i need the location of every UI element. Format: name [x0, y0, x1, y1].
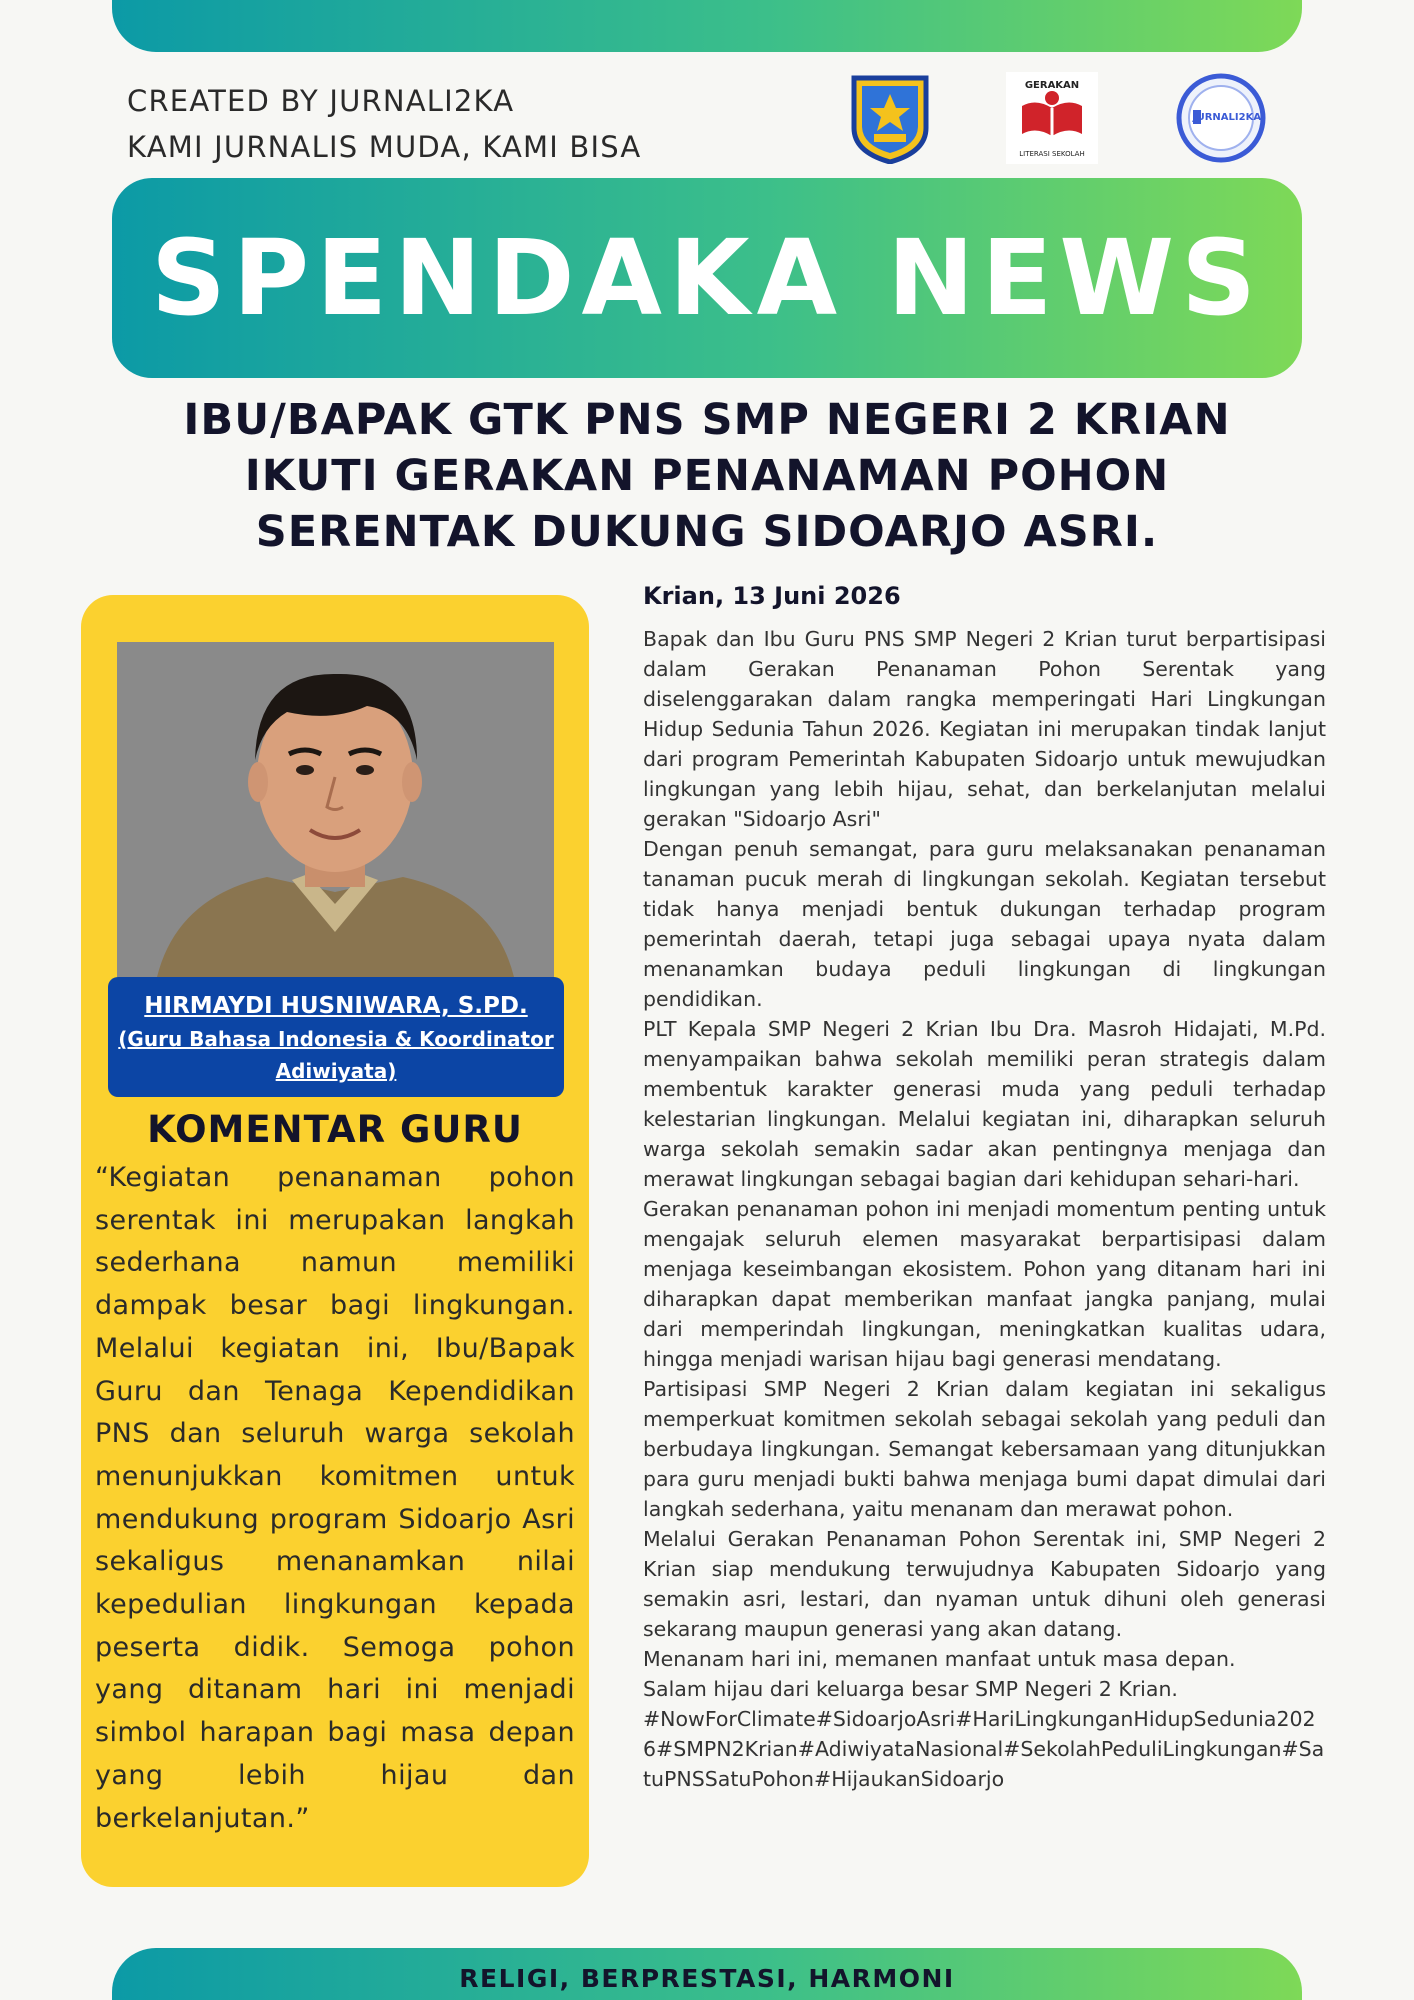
article-paragraph-4: Gerakan penanaman pohon ini menjadi momentum penting untuk mengajak seluruh elemen masyarakat berpartisipasi dalam menjaga keseimbangan ekosistem. Pohon yang ditanam hari ini diharapkan dapat memberikan manfaat jangka panjang, mulai dari memperindah lingkungan, meningkatkan kualitas udara, hingga menjadi warisan hijau bagi generasi mendatang. — [643, 1197, 1326, 1371]
article — [643, 582, 1326, 1794]
footer-motto: RELIGI, BERPRESTASI, HARMONI — [459, 1964, 955, 1993]
literasi-sekolah-logo — [1006, 72, 1098, 164]
teacher-photo — [117, 642, 554, 977]
top-decor-bar — [112, 0, 1302, 52]
article-body — [643, 624, 1326, 1794]
article-hashtags: #NowForClimate#SidoarjoAsri#HariLingkunganHidupSedunia2026#SMPN2Krian#AdiwiyataNasional#SekolahPeduliLingkungan#SatuPNSSatuPohon#HijaukanSidoarjo — [643, 1707, 1325, 1791]
svg-text:LITERASI SEKOLAH: LITERASI SEKOLAH — [1019, 150, 1085, 158]
teacher-name-box — [108, 977, 564, 1097]
teacher-quote: “Kegiatan penanaman pohon serentak ini merupakan langkah sederhana namun memiliki dampak besar bagi lingkungan. Melalui kegiatan ini, Ibu/Bapak Guru dan Tenaga Kependidikan PNS dan seluruh warga sekolah menunjukkan komitmen untuk mendukung program Sidoarjo Asri sekaligus menanamkan nilai kepedulian lingkungan kepada peserta didik. Semoga pohon yang ditanam hari ini menjadi simbol harapan bagi masa depan yang lebih hijau dan berkelanjutan.” — [95, 1162, 575, 1834]
credit-line-2: KAMI JURNALIS MUDA, KAMI BISA — [127, 130, 642, 164]
school-crest-logo — [848, 72, 932, 164]
article-paragraph-3: PLT Kepala SMP Negeri 2 Krian Ibu Dra. Masroh Hidajati, M.Pd. menyampaikan bahwa sekolah memiliki peran strategis dalam membentuk karakter generasi muda yang peduli terhadap kelestarian lingkungan. Melalui kegiatan ini, diharapkan seluruh warga sekolah semakin sadar akan pentingnya menjaga dan merawat lingkungan sebagai bagian dari kehidupan sehari-hari. — [643, 1017, 1326, 1191]
article-paragraph-5: Partisipasi SMP Negeri 2 Krian dalam kegiatan ini sekaligus memperkuat komitmen sekolah sebagai sekolah yang peduli dan berbudaya lingkungan. Semangat kebersamaan yang ditunjukkan para guru menjadi bukti bahwa menjaga bumi dapat dimulai dari langkah sederhana, yaitu menanam dan merawat pohon. — [643, 1377, 1326, 1521]
article-dateline: Krian, 13 Juni 2026 — [643, 582, 901, 610]
headline-line-2: IKUTI GERAKAN PENANAMAN POHON — [244, 451, 1170, 501]
comment-title: KOMENTAR GURU — [147, 1108, 523, 1151]
teacher-role: (Guru Bahasa Indonesia & Koordinator Adiwiyata) — [118, 1027, 554, 1083]
article-paragraph-2: Dengan penuh semangat, para guru melaksanakan penanaman tanaman pucuk merah di lingkungan sekolah. Kegiatan tersebut tidak hanya menjadi bentuk dukungan terhadap program pemerintah daerah, tetapi juga sebagai upaya nyata dalam menanamkan budaya peduli lingkungan di lingkungan pendidikan. — [643, 837, 1326, 1011]
footer-bar — [112, 1948, 1302, 2000]
headline-line-1: IBU/BAPAK GTK PNS SMP NEGERI 2 KRIAN — [183, 395, 1231, 445]
credits — [127, 78, 641, 170]
article-paragraph-6: Melalui Gerakan Penanaman Pohon Serentak ini, SMP Negeri 2 Krian siap mendukung terwujudnya Kabupaten Sidoarjo yang semakin asri, lestari, dan nyaman untuk dihuni oleh generasi sekarang maupun generasi yang akan datang. — [643, 1527, 1326, 1641]
masthead-title: SPENDAKA NEWS — [150, 217, 1263, 339]
teacher-name: HIRMAYDI HUSNIWARA, S.PD. — [144, 993, 528, 1019]
headline-line-3: SERENTAK DUKUNG SIDOARJO ASRI. — [255, 507, 1159, 557]
jurnali2ka-logo — [1175, 72, 1267, 164]
svg-text:JURNALI2KA: JURNALI2KA — [1192, 112, 1262, 123]
title-banner — [112, 178, 1302, 378]
credit-line-1: CREATED BY JURNALI2KA — [127, 84, 515, 118]
article-paragraph-1: Bapak dan Ibu Guru PNS SMP Negeri 2 Krian turut berpartisipasi dalam Gerakan Penanaman Pohon Serentak yang diselenggarakan dalam rangka memperingati Hari Lingkungan Hidup Sedunia Tahun 2026. Kegiatan ini merupakan tindak lanjut dari program Pemerintah Kabupaten Sidoarjo untuk mewujudkan lingkungan yang lebih hijau, sehat, dan berkelanjutan melalui gerakan "Sidoarjo Asri" — [643, 627, 1326, 831]
portrait-illustration — [117, 642, 554, 977]
headline — [112, 392, 1302, 560]
svg-text:GERAKAN: GERAKAN — [1024, 80, 1080, 91]
teacher-comment-card — [81, 595, 589, 1887]
article-paragraph-8: Salam hijau dari keluarga besar SMP Negeri 2 Krian. — [643, 1677, 1178, 1701]
article-paragraph-7: Menanam hari ini, memanen manfaat untuk masa depan. — [643, 1647, 1236, 1671]
